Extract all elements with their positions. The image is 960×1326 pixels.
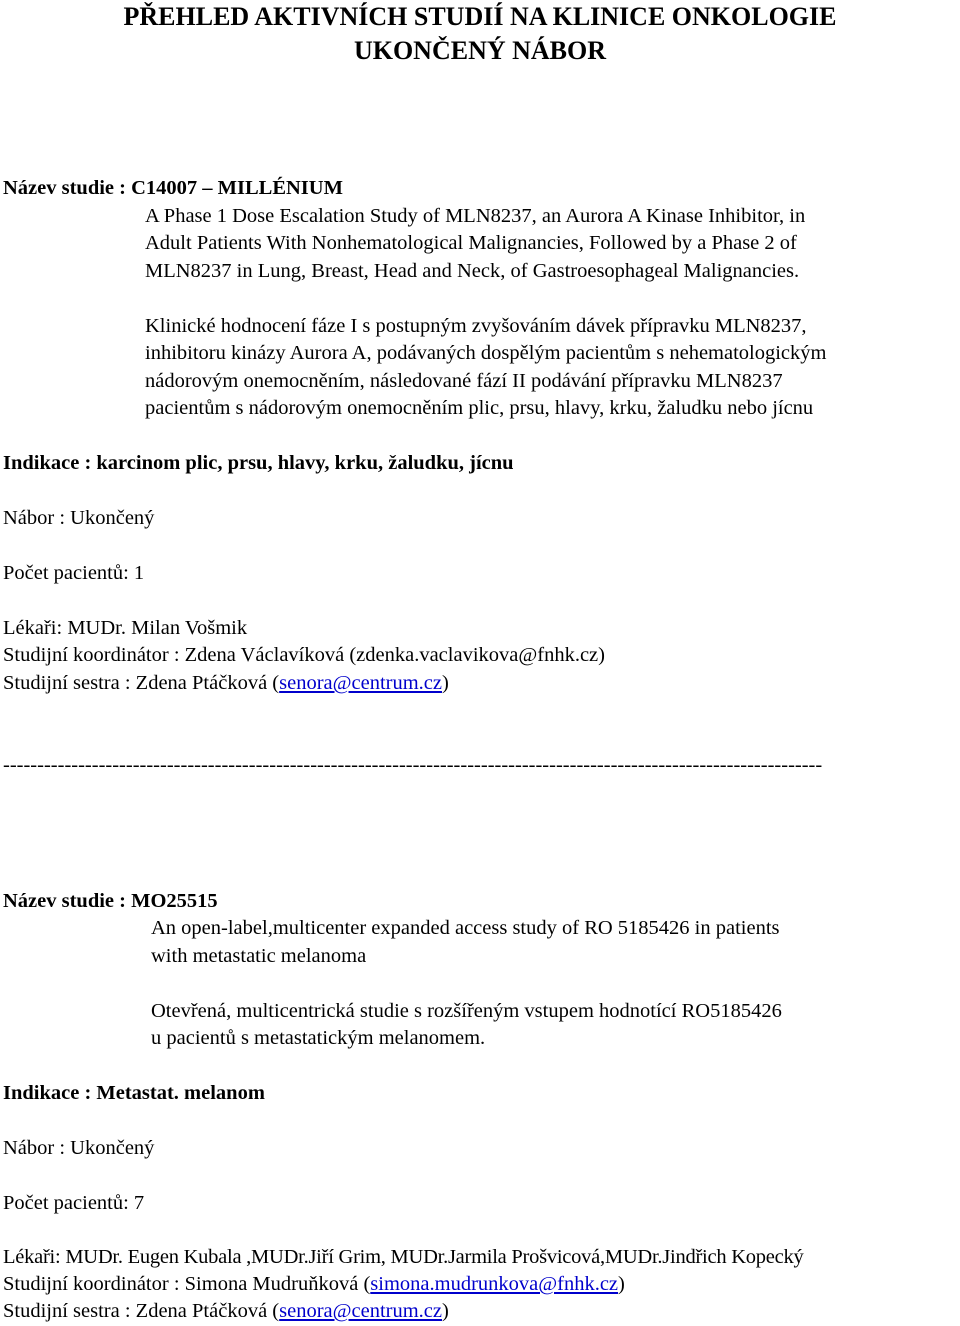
study2-coordinator-suffix: ) — [618, 1273, 625, 1295]
study1-nurse-email-link[interactable]: senora@centrum.cz — [279, 672, 442, 694]
study2-nurse-suffix: ) — [442, 1300, 449, 1322]
study1-nurse — [3, 670, 449, 698]
study2-name: Název studie : MO25515 — [3, 890, 218, 912]
study2-en-line-2: with metastatic melanoma — [151, 945, 367, 967]
study2-cz-line-1: Otevřená, multicentrická studie s rozšířeným vstupem hodnotící RO5185426 — [151, 1000, 782, 1022]
study2-en-line-1: An open-label,multicenter expanded access study of RO 5185426 in patients — [151, 917, 780, 939]
study1-nurse-prefix: Studijní sestra : Zdena Ptáčková ( — [3, 672, 280, 694]
study1-cz-line-2: inhibitoru kinázy Aurora A, podávaných dospělým pacientům s nehematologickým — [145, 342, 827, 364]
study1-en-line-1: A Phase 1 Dose Escalation Study of MLN8237, an Aurora A Kinase Inhibitor, in — [145, 205, 806, 227]
study1-name: Název studie : C14007 – MILLÉNIUM — [3, 177, 343, 199]
study1-cz-line-4: pacientům s nádorovým onemocněním plic, prsu, hlavy, krku, žaludku nebo jícnu — [145, 397, 814, 419]
page-subtitle: UKONČENÝ NÁBOR — [353, 36, 607, 65]
study2-cz-line-2: u pacientů s metastatickým melanomem. — [151, 1027, 486, 1049]
study2-coordinator-prefix: Studijní koordinátor : Simona Mudruňková ( — [3, 1273, 371, 1295]
section-separator: ------------------------------------------------------------------------------------------------------------------------ — [3, 754, 823, 776]
page-title: PŘEHLED AKTIVNÍCH STUDIÍ NA KLINICE ONKOLOGIE — [123, 2, 837, 31]
study1-doctors: Lékaři: MUDr. Milan Vošmik — [3, 617, 248, 639]
study1-nurse-suffix: ) — [442, 672, 449, 694]
study2-nurse-prefix: Studijní sestra : Zdena Ptáčková ( — [3, 1300, 280, 1322]
study2-nurse — [3, 1298, 449, 1326]
study1-en-line-3: MLN8237 in Lung, Breast, Head and Neck, of Gastroesophageal Malignancies. — [145, 260, 800, 282]
study2-nurse-email-link[interactable]: senora@centrum.cz — [279, 1300, 442, 1322]
study1-en-line-2: Adult Patients With Nonhematological Malignancies, Followed by a Phase 2 of — [145, 232, 797, 254]
study2-doctors: Lékaři: MUDr. Eugen Kubala ,MUDr.Jiří Grim, MUDr.Jarmila Prošvicová,MUDr.Jindřich Kopecký — [3, 1246, 804, 1268]
study1-cz-line-3: nádorovým onemocněním, následované fází II podávání přípravku MLN8237 — [145, 370, 783, 392]
study2-recruitment: Nábor : Ukončený — [3, 1137, 155, 1159]
study1-recruitment: Nábor : Ukončený — [3, 507, 155, 529]
study2-coordinator — [3, 1271, 625, 1299]
study1-coordinator: Studijní koordinátor : Zdena Václavíková (zdenka.vaclavikova@fnhk.cz) — [3, 644, 605, 666]
study1-patient-count: Počet pacientů: 1 — [3, 562, 145, 584]
study2-coordinator-email-link[interactable]: simona.mudrunkova@fnhk.cz — [370, 1273, 619, 1295]
study1-indication: Indikace : karcinom plic, prsu, hlavy, krku, žaludku, jícnu — [3, 452, 514, 474]
study2-indication: Indikace : Metastat. melanom — [3, 1082, 265, 1104]
study2-patient-count: Počet pacientů: 7 — [3, 1192, 145, 1214]
study1-cz-line-1: Klinické hodnocení fáze I s postupným zvyšováním dávek přípravku MLN8237, — [145, 315, 807, 337]
